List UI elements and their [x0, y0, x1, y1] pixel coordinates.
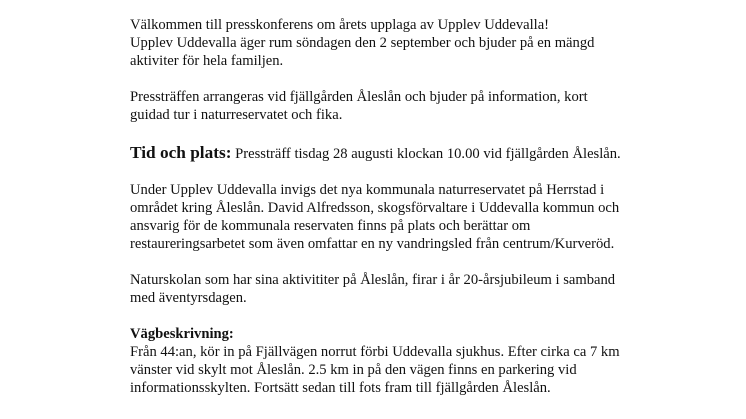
- school-line-1: Naturskolan som har sina aktivititer på Åleslån, firar i år 20-årsjubileum i samband: [130, 272, 616, 288]
- school-paragraph: [130, 271, 690, 307]
- press-line-2: guidad tur i naturreservatet och fika.: [130, 107, 343, 123]
- directions-line-1: Från 44:an, kör in på Fjällvägen norrut förbi Uddevalla sjukhus. Efter cirka ca 7 km: [130, 344, 620, 360]
- directions-line-2: vänster vid skylt mot Åleslån. 2.5 km in på den vägen finns en parkering vid: [130, 362, 577, 378]
- time-place-text: Pressträff tisdag 28 augusti klockan 10.00 vid fjällgården Åleslån.: [231, 146, 621, 162]
- directions-line-3: informationsskylten. Fortsätt sedan till fots fram till fjällgården Åleslån.: [130, 380, 551, 396]
- document-page: [130, 16, 690, 415]
- reserve-line-4: restaureringsarbetet som även omfattar en ny vandringsled från centrum/Kurveröd.: [130, 236, 615, 252]
- reserve-line-2: området kring Åleslån. David Alfredsson, skogsförvaltare i Uddevalla kommun och: [130, 200, 620, 216]
- intro-line-3: aktiviter för hela familjen.: [130, 53, 284, 69]
- press-paragraph: [130, 88, 690, 124]
- time-place-paragraph: [130, 142, 690, 165]
- reserve-line-1: Under Upplev Uddevalla invigs det nya kommunala naturreservatet på Herrstad i: [130, 182, 605, 198]
- reserve-line-3: ansvarig för de kommunala reservaten finns på plats och berättar om: [130, 218, 531, 234]
- intro-paragraph: [130, 16, 690, 70]
- intro-line-1: Välkommen till presskonferens om årets upplaga av Upplev Uddevalla!: [130, 17, 550, 33]
- directions-paragraph: [130, 325, 690, 397]
- reserve-paragraph: [130, 181, 690, 253]
- intro-line-2: Upplev Uddevalla äger rum söndagen den 2 september och bjuder på en mängd: [130, 35, 595, 51]
- directions-heading: Vägbeskrivning:: [130, 326, 234, 342]
- school-line-2: med äventyrsdagen.: [130, 290, 247, 306]
- press-line-1: Pressträffen arrangeras vid fjällgården Åleslån och bjuder på information, kort: [130, 89, 588, 105]
- time-place-label: Tid och plats:: [130, 143, 232, 162]
